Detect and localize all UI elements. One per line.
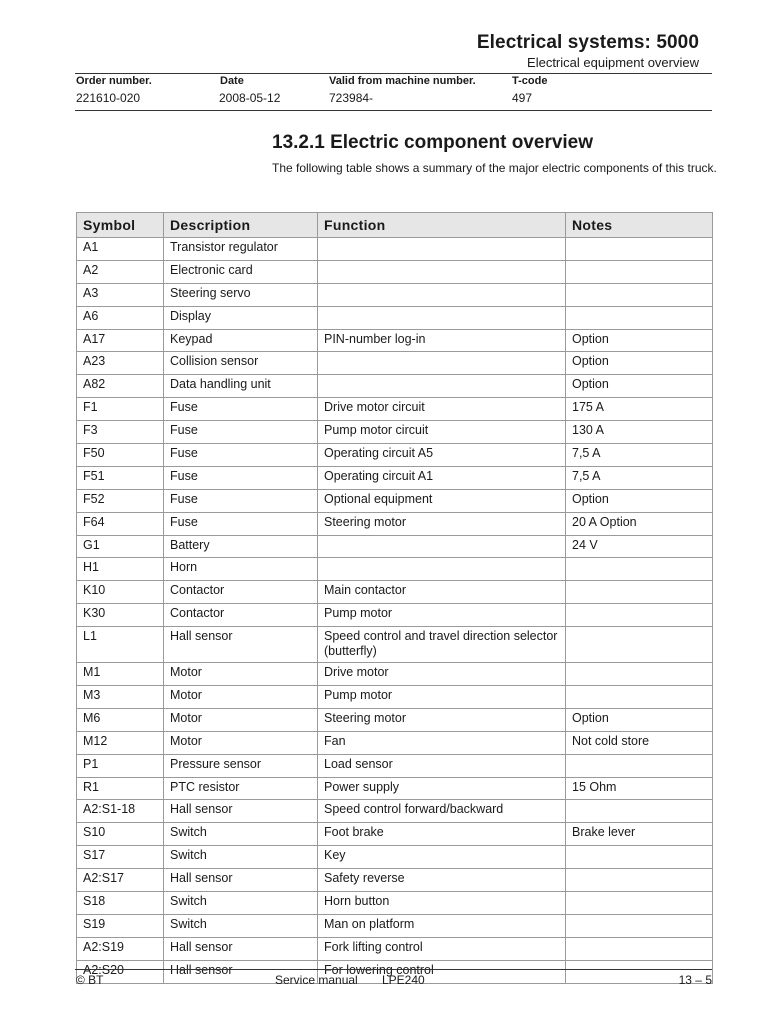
cell-notes (566, 581, 713, 604)
order-number-label: Order number. (76, 75, 152, 87)
cell-symbol: M1 (77, 663, 164, 686)
cell-symbol: A2:S19 (77, 937, 164, 960)
cell-notes (566, 686, 713, 709)
cell-function: Load sensor (318, 754, 566, 777)
cell-description: Fuse (164, 398, 318, 421)
document-title: Electrical systems: 5000 (476, 32, 699, 53)
header-rule-bottom (75, 110, 712, 111)
cell-description: Battery (164, 535, 318, 558)
cell-symbol: F1 (77, 398, 164, 421)
cell-symbol: A2:S1-18 (77, 800, 164, 823)
cell-function: Optional equipment (318, 489, 566, 512)
cell-symbol: M6 (77, 708, 164, 731)
cell-notes: 24 V (566, 535, 713, 558)
column-header-description: Description (164, 213, 318, 238)
cell-description: Fuse (164, 489, 318, 512)
cell-symbol: M12 (77, 731, 164, 754)
cell-symbol: A82 (77, 375, 164, 398)
table-row (77, 937, 713, 960)
cell-symbol: A2:S20 (77, 960, 164, 983)
cell-function (318, 238, 566, 261)
section-intro: The following table shows a summary of the major electric components of this truck. (272, 161, 717, 175)
cell-description: Fuse (164, 512, 318, 535)
table-row (77, 558, 713, 581)
cell-function (318, 375, 566, 398)
cell-description: Data handling unit (164, 375, 318, 398)
date-label: Date (220, 75, 244, 87)
cell-description: Switch (164, 914, 318, 937)
cell-description: Electronic card (164, 260, 318, 283)
table-row (77, 238, 713, 261)
table-row (77, 777, 713, 800)
table-row (77, 260, 713, 283)
cell-notes (566, 914, 713, 937)
cell-symbol: F52 (77, 489, 164, 512)
cell-symbol: S10 (77, 823, 164, 846)
cell-symbol: A23 (77, 352, 164, 375)
cell-description: Transistor regulator (164, 238, 318, 261)
section-title: 13.2.1 Electric component overview (272, 132, 594, 153)
cell-description: Hall sensor (164, 869, 318, 892)
cell-function: Key (318, 846, 566, 869)
cell-description: Hall sensor (164, 960, 318, 983)
order-number-value: 221610-020 (76, 91, 141, 105)
table-row (77, 627, 713, 663)
column-header-notes: Notes (566, 213, 713, 238)
cell-description: Fuse (164, 466, 318, 489)
cell-notes: 175 A (566, 398, 713, 421)
table-row (77, 914, 713, 937)
cell-function: Speed control and travel direction selector (butterfly) (318, 627, 566, 663)
cell-function: Fan (318, 731, 566, 754)
cell-description: Switch (164, 823, 318, 846)
table-row (77, 823, 713, 846)
cell-notes: 20 A Option (566, 512, 713, 535)
cell-description: Motor (164, 686, 318, 709)
table-row (77, 375, 713, 398)
cell-function: Pump motor (318, 604, 566, 627)
cell-symbol: R1 (77, 777, 164, 800)
cell-description: Contactor (164, 581, 318, 604)
table-row (77, 869, 713, 892)
cell-notes (566, 238, 713, 261)
cell-notes: 130 A (566, 421, 713, 444)
cell-symbol: A6 (77, 306, 164, 329)
cell-notes: 15 Ohm (566, 777, 713, 800)
table-row (77, 306, 713, 329)
cell-notes (566, 754, 713, 777)
table-row (77, 535, 713, 558)
cell-symbol: A2:S17 (77, 869, 164, 892)
cell-function (318, 260, 566, 283)
table-row (77, 283, 713, 306)
table-row (77, 421, 713, 444)
cell-function: Horn button (318, 892, 566, 915)
cell-function: Pump motor (318, 686, 566, 709)
cell-description: Motor (164, 663, 318, 686)
table-row (77, 352, 713, 375)
table-row (77, 581, 713, 604)
cell-description: Keypad (164, 329, 318, 352)
table-row (77, 708, 713, 731)
cell-description: Horn (164, 558, 318, 581)
footer-model: LPE240 (382, 973, 425, 987)
cell-description: Contactor (164, 604, 318, 627)
cell-symbol: L1 (77, 627, 164, 663)
table-body (77, 238, 713, 984)
cell-description: Fuse (164, 421, 318, 444)
cell-symbol: M3 (77, 686, 164, 709)
cell-function: Speed control forward/backward (318, 800, 566, 823)
cell-function (318, 283, 566, 306)
cell-notes: 7,5 A (566, 444, 713, 467)
cell-function: Pump motor circuit (318, 421, 566, 444)
cell-notes: Option (566, 375, 713, 398)
cell-description: Switch (164, 892, 318, 915)
cell-symbol: A1 (77, 238, 164, 261)
cell-function: Operating circuit A5 (318, 444, 566, 467)
cell-notes (566, 604, 713, 627)
footer-copyright: © BT (76, 973, 104, 987)
cell-symbol: A2 (77, 260, 164, 283)
cell-notes (566, 306, 713, 329)
cell-description: Hall sensor (164, 627, 318, 663)
cell-symbol: F50 (77, 444, 164, 467)
cell-function (318, 558, 566, 581)
cell-description: Switch (164, 846, 318, 869)
cell-notes (566, 663, 713, 686)
table-row (77, 686, 713, 709)
valid-from-value: 723984- (329, 91, 374, 105)
cell-notes: Brake lever (566, 823, 713, 846)
cell-description: Steering servo (164, 283, 318, 306)
component-table (76, 212, 713, 984)
cell-notes: Option (566, 708, 713, 731)
cell-function (318, 535, 566, 558)
cell-function (318, 352, 566, 375)
table-header-row (77, 213, 713, 238)
cell-notes: Option (566, 352, 713, 375)
table-row (77, 604, 713, 627)
tcode-label: T-code (512, 75, 548, 87)
table-row (77, 444, 713, 467)
footer-page-number: 13 – 5 (678, 973, 712, 987)
cell-symbol: A17 (77, 329, 164, 352)
cell-notes (566, 260, 713, 283)
table-row (77, 398, 713, 421)
column-header-symbol: Symbol (77, 213, 164, 238)
valid-from-label: Valid from machine number. (329, 75, 476, 87)
column-header-function: Function (318, 213, 566, 238)
document-subtitle: Electrical equipment overview (527, 55, 699, 70)
cell-symbol: K30 (77, 604, 164, 627)
table-row (77, 329, 713, 352)
header-rule-top (75, 73, 712, 74)
cell-notes: Not cold store (566, 731, 713, 754)
cell-symbol: F64 (77, 512, 164, 535)
cell-function: Fork lifting control (318, 937, 566, 960)
table-row (77, 466, 713, 489)
cell-symbol: S17 (77, 846, 164, 869)
cell-function (318, 306, 566, 329)
cell-function: Main contactor (318, 581, 566, 604)
cell-function: For lowering control (318, 960, 566, 983)
cell-notes: 7,5 A (566, 466, 713, 489)
cell-description: Fuse (164, 444, 318, 467)
cell-symbol: F51 (77, 466, 164, 489)
cell-function: Drive motor (318, 663, 566, 686)
cell-notes: Option (566, 329, 713, 352)
cell-symbol: A3 (77, 283, 164, 306)
cell-function: PIN-number log-in (318, 329, 566, 352)
cell-notes (566, 558, 713, 581)
footer-rule (75, 969, 712, 970)
cell-notes: Option (566, 489, 713, 512)
footer-manual: Service manual (275, 973, 358, 987)
cell-description: Hall sensor (164, 800, 318, 823)
table-row (77, 663, 713, 686)
table-row (77, 754, 713, 777)
cell-symbol: P1 (77, 754, 164, 777)
cell-description: Display (164, 306, 318, 329)
table-row (77, 489, 713, 512)
cell-description: Motor (164, 708, 318, 731)
cell-function: Safety reverse (318, 869, 566, 892)
cell-notes (566, 892, 713, 915)
cell-description: Collision sensor (164, 352, 318, 375)
table-row (77, 800, 713, 823)
cell-function: Steering motor (318, 708, 566, 731)
cell-function: Man on platform (318, 914, 566, 937)
cell-notes (566, 283, 713, 306)
cell-notes (566, 846, 713, 869)
cell-notes (566, 937, 713, 960)
table-row (77, 731, 713, 754)
cell-symbol: K10 (77, 581, 164, 604)
cell-description: Pressure sensor (164, 754, 318, 777)
table-row (77, 512, 713, 535)
tcode-value: 497 (512, 91, 533, 105)
cell-description: Hall sensor (164, 937, 318, 960)
cell-symbol: F3 (77, 421, 164, 444)
date-value: 2008-05-12 (219, 91, 281, 105)
cell-symbol: H1 (77, 558, 164, 581)
cell-notes (566, 800, 713, 823)
table-row (77, 846, 713, 869)
cell-function: Steering motor (318, 512, 566, 535)
cell-notes (566, 869, 713, 892)
cell-symbol: S19 (77, 914, 164, 937)
table-row (77, 892, 713, 915)
cell-symbol: S18 (77, 892, 164, 915)
cell-description: Motor (164, 731, 318, 754)
cell-symbol: G1 (77, 535, 164, 558)
cell-function: Power supply (318, 777, 566, 800)
cell-function: Operating circuit A1 (318, 466, 566, 489)
cell-function: Drive motor circuit (318, 398, 566, 421)
cell-notes (566, 627, 713, 663)
cell-function: Foot brake (318, 823, 566, 846)
cell-description: PTC resistor (164, 777, 318, 800)
